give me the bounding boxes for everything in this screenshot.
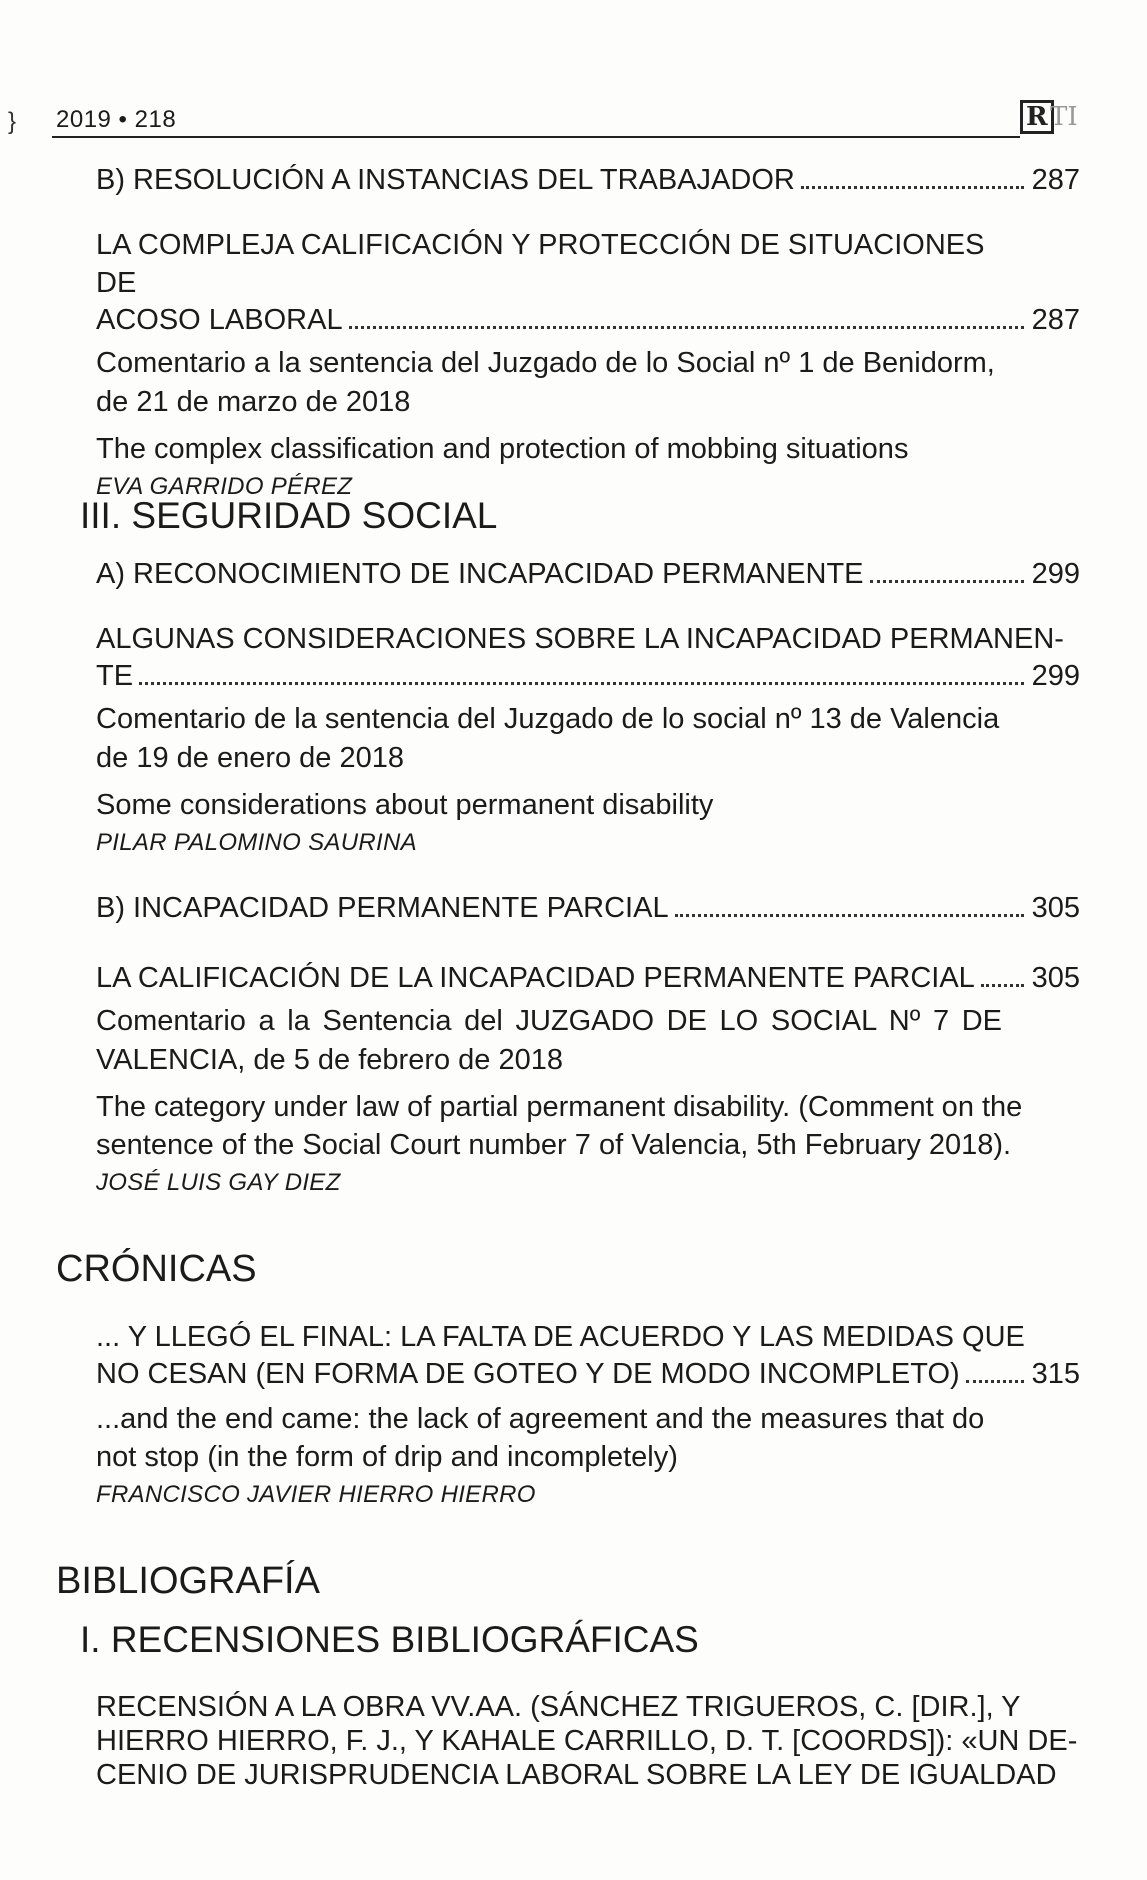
leader-dots	[139, 681, 1024, 685]
article-title-line: LA COMPLEJA CALIFICACIÓN Y PROTECCIÓN DE SITUACIONES DE	[96, 229, 985, 299]
article-title: LA CALIFICACIÓN DE LA INCAPACIDAD PERMANENTE PARCIAL	[96, 962, 975, 994]
article-comment: Comentario a la Sentencia del JUZGADO DE LO SOCIAL Nº 7 DE VALENCIA, de 5 de febrero de 2018	[96, 1005, 1002, 1076]
toc-entry-parcial[interactable]	[96, 890, 1080, 926]
leader-dots	[349, 325, 1024, 329]
toc-entry-resolucion[interactable]	[96, 162, 1080, 198]
article-title-line: NO CESAN (EN FORMA DE GOTEO Y DE MODO INCOMPLETO)	[96, 1358, 960, 1390]
leader-dots	[981, 983, 1024, 987]
logo-letter: R	[1020, 100, 1054, 134]
page-number: 287	[1031, 304, 1080, 336]
article-english-title: Some considerations about permanent disability	[96, 789, 714, 821]
toc-article-consideraciones	[96, 620, 1080, 858]
article-title-line: ACOSO LABORAL	[96, 304, 343, 336]
toc-article-acoso	[96, 226, 1080, 502]
article-author: JOSÉ LUIS GAY DIEZ	[96, 1169, 341, 1196]
recension-line: CENIO DE JURISPRUDENCIA LABORAL SOBRE LA LEY DE IGUALDAD	[96, 1759, 1057, 1791]
toc-entry-calificacion[interactable]	[96, 960, 1080, 996]
leader-dots	[801, 185, 1024, 189]
article-title-line: TE	[96, 660, 134, 692]
entry-label: B) INCAPACIDAD PERMANENTE PARCIAL	[96, 892, 669, 924]
header-rule	[52, 136, 1020, 138]
entry-label: A) RECONOCIMIENTO DE INCAPACIDAD PERMANENTE	[96, 558, 864, 590]
toc-entry-final[interactable]	[96, 1356, 1080, 1392]
page-number: 305	[1031, 962, 1080, 994]
article-author: PILAR PALOMINO SAURINA	[96, 829, 417, 856]
article-title-line: ALGUNAS CONSIDERACIONES SOBRE LA INCAPACIDAD PERMANEN-	[96, 623, 1064, 655]
leader-dots	[870, 579, 1024, 583]
page-number: 299	[1031, 660, 1080, 692]
article-author: FRANCISCO JAVIER HIERRO HIERRO	[96, 1481, 536, 1508]
entry-label: B) RESOLUCIÓN A INSTANCIAS DEL TRABAJADOR	[96, 164, 795, 196]
page-number: 315	[1031, 1358, 1080, 1390]
page-reference: 2019 • 218	[56, 106, 177, 133]
article-author: EVA GARRIDO PÉREZ	[96, 473, 353, 500]
journal-logo	[1020, 100, 1076, 136]
article-english-title: The category under law of partial permanent disability. (Comment on the sentence of the Social Court number 7 of Valencia, 5th February 2018).	[96, 1091, 1023, 1161]
section-heading: III. SEGURIDAD SOCIAL	[80, 495, 498, 536]
margin-mark: }	[8, 108, 17, 135]
article-title-line: ... Y LLEGÓ EL FINAL: LA FALTA DE ACUERDO Y LAS MEDIDAS QUE	[96, 1321, 1025, 1353]
section-heading-bibliografia: BIBLIOGRAFÍA	[56, 1560, 320, 1602]
leader-dots	[966, 1379, 1024, 1383]
toc-article-calificacion	[96, 960, 1086, 1198]
section-heading: I. RECENSIONES BIBLIOGRÁFICAS	[80, 1619, 699, 1660]
toc-entry-consideraciones[interactable]	[96, 658, 1080, 694]
toc-article-recension	[96, 1690, 1080, 1792]
leader-dots	[675, 913, 1024, 917]
page-number: 287	[1031, 164, 1080, 196]
recension-line: RECENSIÓN A LA OBRA VV.AA. (SÁNCHEZ TRIGUEROS, C. [DIR.], Y	[96, 1691, 1021, 1723]
article-english-title: The complex classification and protection of mobbing situations	[96, 433, 909, 465]
page-number: 299	[1031, 558, 1080, 590]
page-header	[52, 102, 1080, 136]
toc-entry-acoso[interactable]	[96, 302, 1080, 338]
toc-article-final	[96, 1318, 1080, 1510]
article-comment: Comentario a la sentencia del Juzgado de lo Social nº 1 de Benidorm, de 21 de marzo de 2018	[96, 347, 995, 418]
recension-line: HIERRO HIERRO, F. J., Y KAHALE CARRILLO, D. T. [COORDS]): «UN DE-	[96, 1725, 1078, 1757]
article-comment: Comentario de la sentencia del Juzgado de lo social nº 13 de Valencia de 19 de enero de 2018	[96, 703, 1000, 774]
article-english-title: ...and the end came: the lack of agreement and the measures that do not stop (in the form of drip and incompletely)	[96, 1403, 985, 1473]
section-heading-cronicas: CRÓNICAS	[56, 1248, 257, 1290]
page-number: 305	[1031, 892, 1080, 924]
logo-ghost-letters: TI	[1050, 102, 1078, 132]
toc-entry-reconocimiento[interactable]	[96, 556, 1080, 592]
